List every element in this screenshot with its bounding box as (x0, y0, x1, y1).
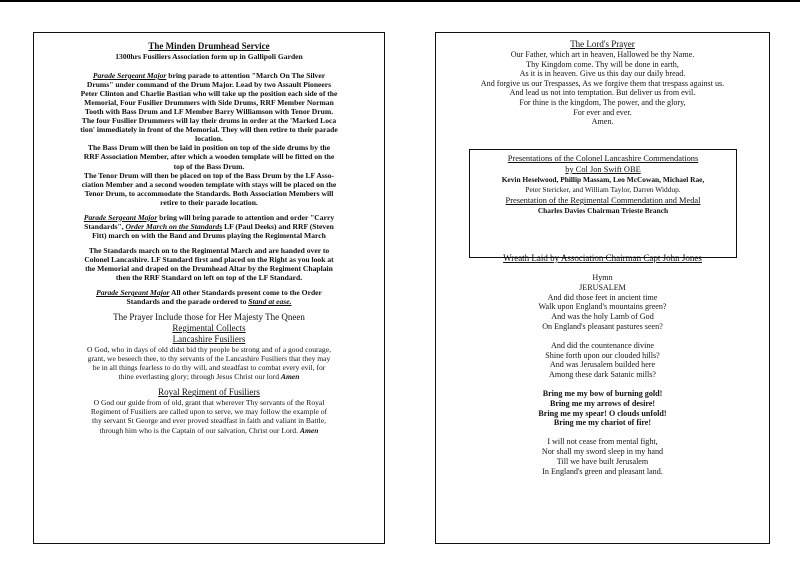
p1-line-7: location. (195, 134, 223, 144)
service-title: The Minden Drumhead Service (148, 41, 270, 51)
wreath-heading: Wreath Laid by Association Chairman Capt John Jones (503, 253, 702, 263)
paragraph-4 (34, 213, 384, 240)
royal-line-1: Regiment of Fusiliers are called upon to serve, we may follow the example of (90, 407, 328, 417)
lords-prayer-line-2: As it is in heaven. Give us this day our daily bread. (519, 69, 686, 79)
paragraph-6 (34, 288, 384, 306)
verse-1-line-2: And was the holy Lamb of God (551, 312, 654, 322)
p1-line-5: The four Fusilier Drummers will lay their drums in order at the 'Marked Loca (81, 116, 337, 126)
p4-line2a: Standards", (84, 221, 126, 231)
royal-amen: Amen (299, 425, 319, 435)
royal-line-0: O God our guide from of old, grant that wherever Thy servants of the Royal (93, 398, 325, 408)
verse-3-line-2: Bring me my spear! O clouds unfold! (538, 408, 667, 418)
lords-prayer-line-1: Thy Kingdom come. Thy will be done in earth, (526, 59, 679, 69)
p3-line-2: Tenor Drum, to accommodate the Standards. Both Association Members will (84, 188, 334, 198)
lancs-line-0: O God, who in days of old didst bid thy people be strong and of a good courage, (86, 345, 331, 355)
recipients-line-1: Kevin Heselwood, Phillip Massam, Leo McCowan, Michael Rae, (501, 175, 705, 184)
regimental-recipient: Charles Davies Chairman Trieste Branch (537, 206, 669, 215)
p1-line-4: Tooth with Bass Drum and LF Member Barry Williamson with Tenor Drum. (84, 107, 334, 117)
lords-prayer-line-3: And forgive us our Trespasses, As we forgive them that trespass against us. (480, 78, 725, 88)
p2-line-2: top of the Bass Drum. (173, 161, 245, 171)
left-page (33, 32, 385, 544)
p6-line2b: Stand at ease. (248, 297, 292, 307)
verse-4-line-1: Nor shall my sword sleep in my hand (541, 446, 664, 456)
lords-prayer-title: The Lord's Prayer (570, 39, 635, 49)
p4-line1: bring will bring parade to attention and order "Carry (157, 212, 335, 222)
right-page (435, 32, 770, 544)
lancs-line-1: grant, we beseech thee, to thy servants of the Lancashire Fusiliers that they may (87, 354, 331, 364)
paragraph-3 (34, 171, 384, 207)
lancs-line-2: be in all things fearless to do thy will, and steadfast to combat every evil, for (92, 363, 326, 373)
lords-prayer-line-6: For ever and ever. (573, 107, 632, 117)
paragraph-2 (34, 143, 384, 170)
p4-line2c: LF (Paul Deeks) and RRF (Steven (222, 221, 334, 231)
royal-collect (34, 398, 384, 434)
prayer-heading: The Prayer Include those for Her Majesty The Qneen (113, 312, 305, 323)
p2-line-0: The Bass Drum will then be laid in position on top of the side drums by the (87, 143, 331, 153)
hymn-title: JERUSALEM (579, 282, 626, 292)
hymn-label: Hymn (592, 273, 613, 282)
p6-line1: All other Standards present come to the Order (169, 288, 322, 298)
lords-prayer-line-7: Amen. (591, 117, 614, 127)
paragraph-1 (34, 71, 384, 143)
service-subtitle: 1300hrs Fusiliers Association form up in Gallipoli Garden (115, 52, 303, 61)
p1-line-0: bring parade to attention "March On The Silver (166, 71, 326, 81)
hymn-block (436, 253, 769, 476)
verse-2-line-1: Shine forth upon our clouded hills? (545, 350, 660, 360)
p4-line2b: Order March on the Standards (125, 221, 223, 231)
verse-3-line-3: Bring me my chariot of fire! (553, 418, 652, 428)
p3-line-3: retire to their parade location. (160, 197, 258, 207)
verse-1-line-0: And did those feet in ancient time (547, 292, 658, 302)
verse-2-line-2: And was Jerusalem builded here (549, 360, 656, 370)
verse-1-line-1: Walk upon England's mountains green? (538, 302, 667, 312)
p4-lead: Parade Sergeant Major (83, 212, 158, 222)
verse-3-line-1: Bring me my arrows of desire! (549, 398, 656, 408)
verse-4-line-2: Till we have built Jerusalem (556, 456, 649, 466)
p6-line2a: Standards and the parade ordered to (126, 297, 249, 307)
presentations-content (470, 153, 736, 216)
lords-prayer-line-5: For thine is the kingdom, The power, and the glory, (519, 97, 686, 107)
p1-line-3: Memorial, Four Fusilier Drummers with Side Drums, RRF Member Norman (84, 98, 334, 108)
p5-line-2: the Memorial and draped on the Drumhead Altar by the Regiment Chaplain (85, 263, 333, 273)
p1-line-2: Peter Clinton and Charlie Bastian who will take up the position each side of the (80, 89, 338, 99)
p5-line-3: then the RRF Standard on left on top of the LF Standard. (115, 273, 303, 283)
royal-line-3: through him who is the Captain of our salvation, Christ our Lord. (99, 425, 300, 435)
p4-line3: Fitt) march on with the Band and Drums playing the Regimental March (92, 230, 326, 240)
p1-line-6: tion' immediately in front of the Memorial. They will then retire to their parade (80, 125, 338, 135)
verse-3-line-0: Bring me my bow of burning gold! (542, 388, 663, 398)
verse-2-line-0: And did the countenance divine (551, 340, 654, 350)
presentations-title: Presentations of the Colonel Lancashire Commendations (507, 154, 699, 163)
lancashire-fusiliers-heading: Lancashire Fusiliers (172, 334, 246, 345)
royal-regiment-heading: Royal Regiment of Fusiliers (158, 387, 260, 398)
p6-lead: Parade Sergeant Major (96, 288, 170, 298)
lords-prayer-block (436, 39, 769, 127)
lancashire-collect (34, 345, 384, 381)
p5-line-1: Colonel Lancashire. LF Standard first and placed on the Right as you look at (84, 254, 334, 264)
regimental-collects-heading: Regimental Collects (172, 323, 246, 334)
verse-4-line-3: In England's green and pleasant land. (542, 466, 663, 476)
recipients-line-2: Peter Stericker, and William Taylor, Darren Widdup. (525, 185, 681, 194)
presentations-by: by Col Jon Swift OBE (565, 165, 641, 174)
royal-line-2: thy servant St George and ever proved steadfast in faith and valiant in Battle, (92, 416, 326, 426)
lords-prayer-line-0: Our Father, which art in heaven, Hallowed be thy Name. (510, 50, 695, 59)
verse-1-line-3: On England's pleasant pastures seen? (542, 321, 663, 331)
p3-line-0: The Tenor Drum will then be placed on top of the Bass Drum by the LF Asso- (83, 170, 335, 180)
presentations-box (469, 149, 737, 258)
lancs-amen: Amen (280, 372, 300, 382)
left-page-content (34, 41, 384, 435)
lancs-line-3: thine everlasting glory; through Jesus Christ our lord (118, 372, 281, 382)
verse-2-line-3: Among these dark Satanic mills? (549, 370, 656, 380)
p5-line-0: The Standards march on to the Regimental March and are handed over to (88, 245, 330, 255)
p1-line-1: Drums" under command of the Drum Major. Lead by two Assault Pioneers (86, 80, 332, 90)
verse-4-line-0: I will not cease from mental fight, (547, 437, 658, 447)
p3-line-1: ciation Member and a second wooden template with stays will be placed on the (81, 179, 337, 189)
p2-line-1: RRF Association Member, after which a wooden template will be fitted on the (83, 152, 335, 162)
regimental-commendation: Presentation of the Regimental Commendation and Medal (505, 196, 701, 205)
lords-prayer-line-4: And lead us not into temptation. But deliver us from evil. (509, 88, 696, 98)
paragraph-5 (34, 246, 384, 282)
top-rule (0, 0, 800, 2)
p1-lead: Parade Sergeant Major (92, 71, 167, 81)
